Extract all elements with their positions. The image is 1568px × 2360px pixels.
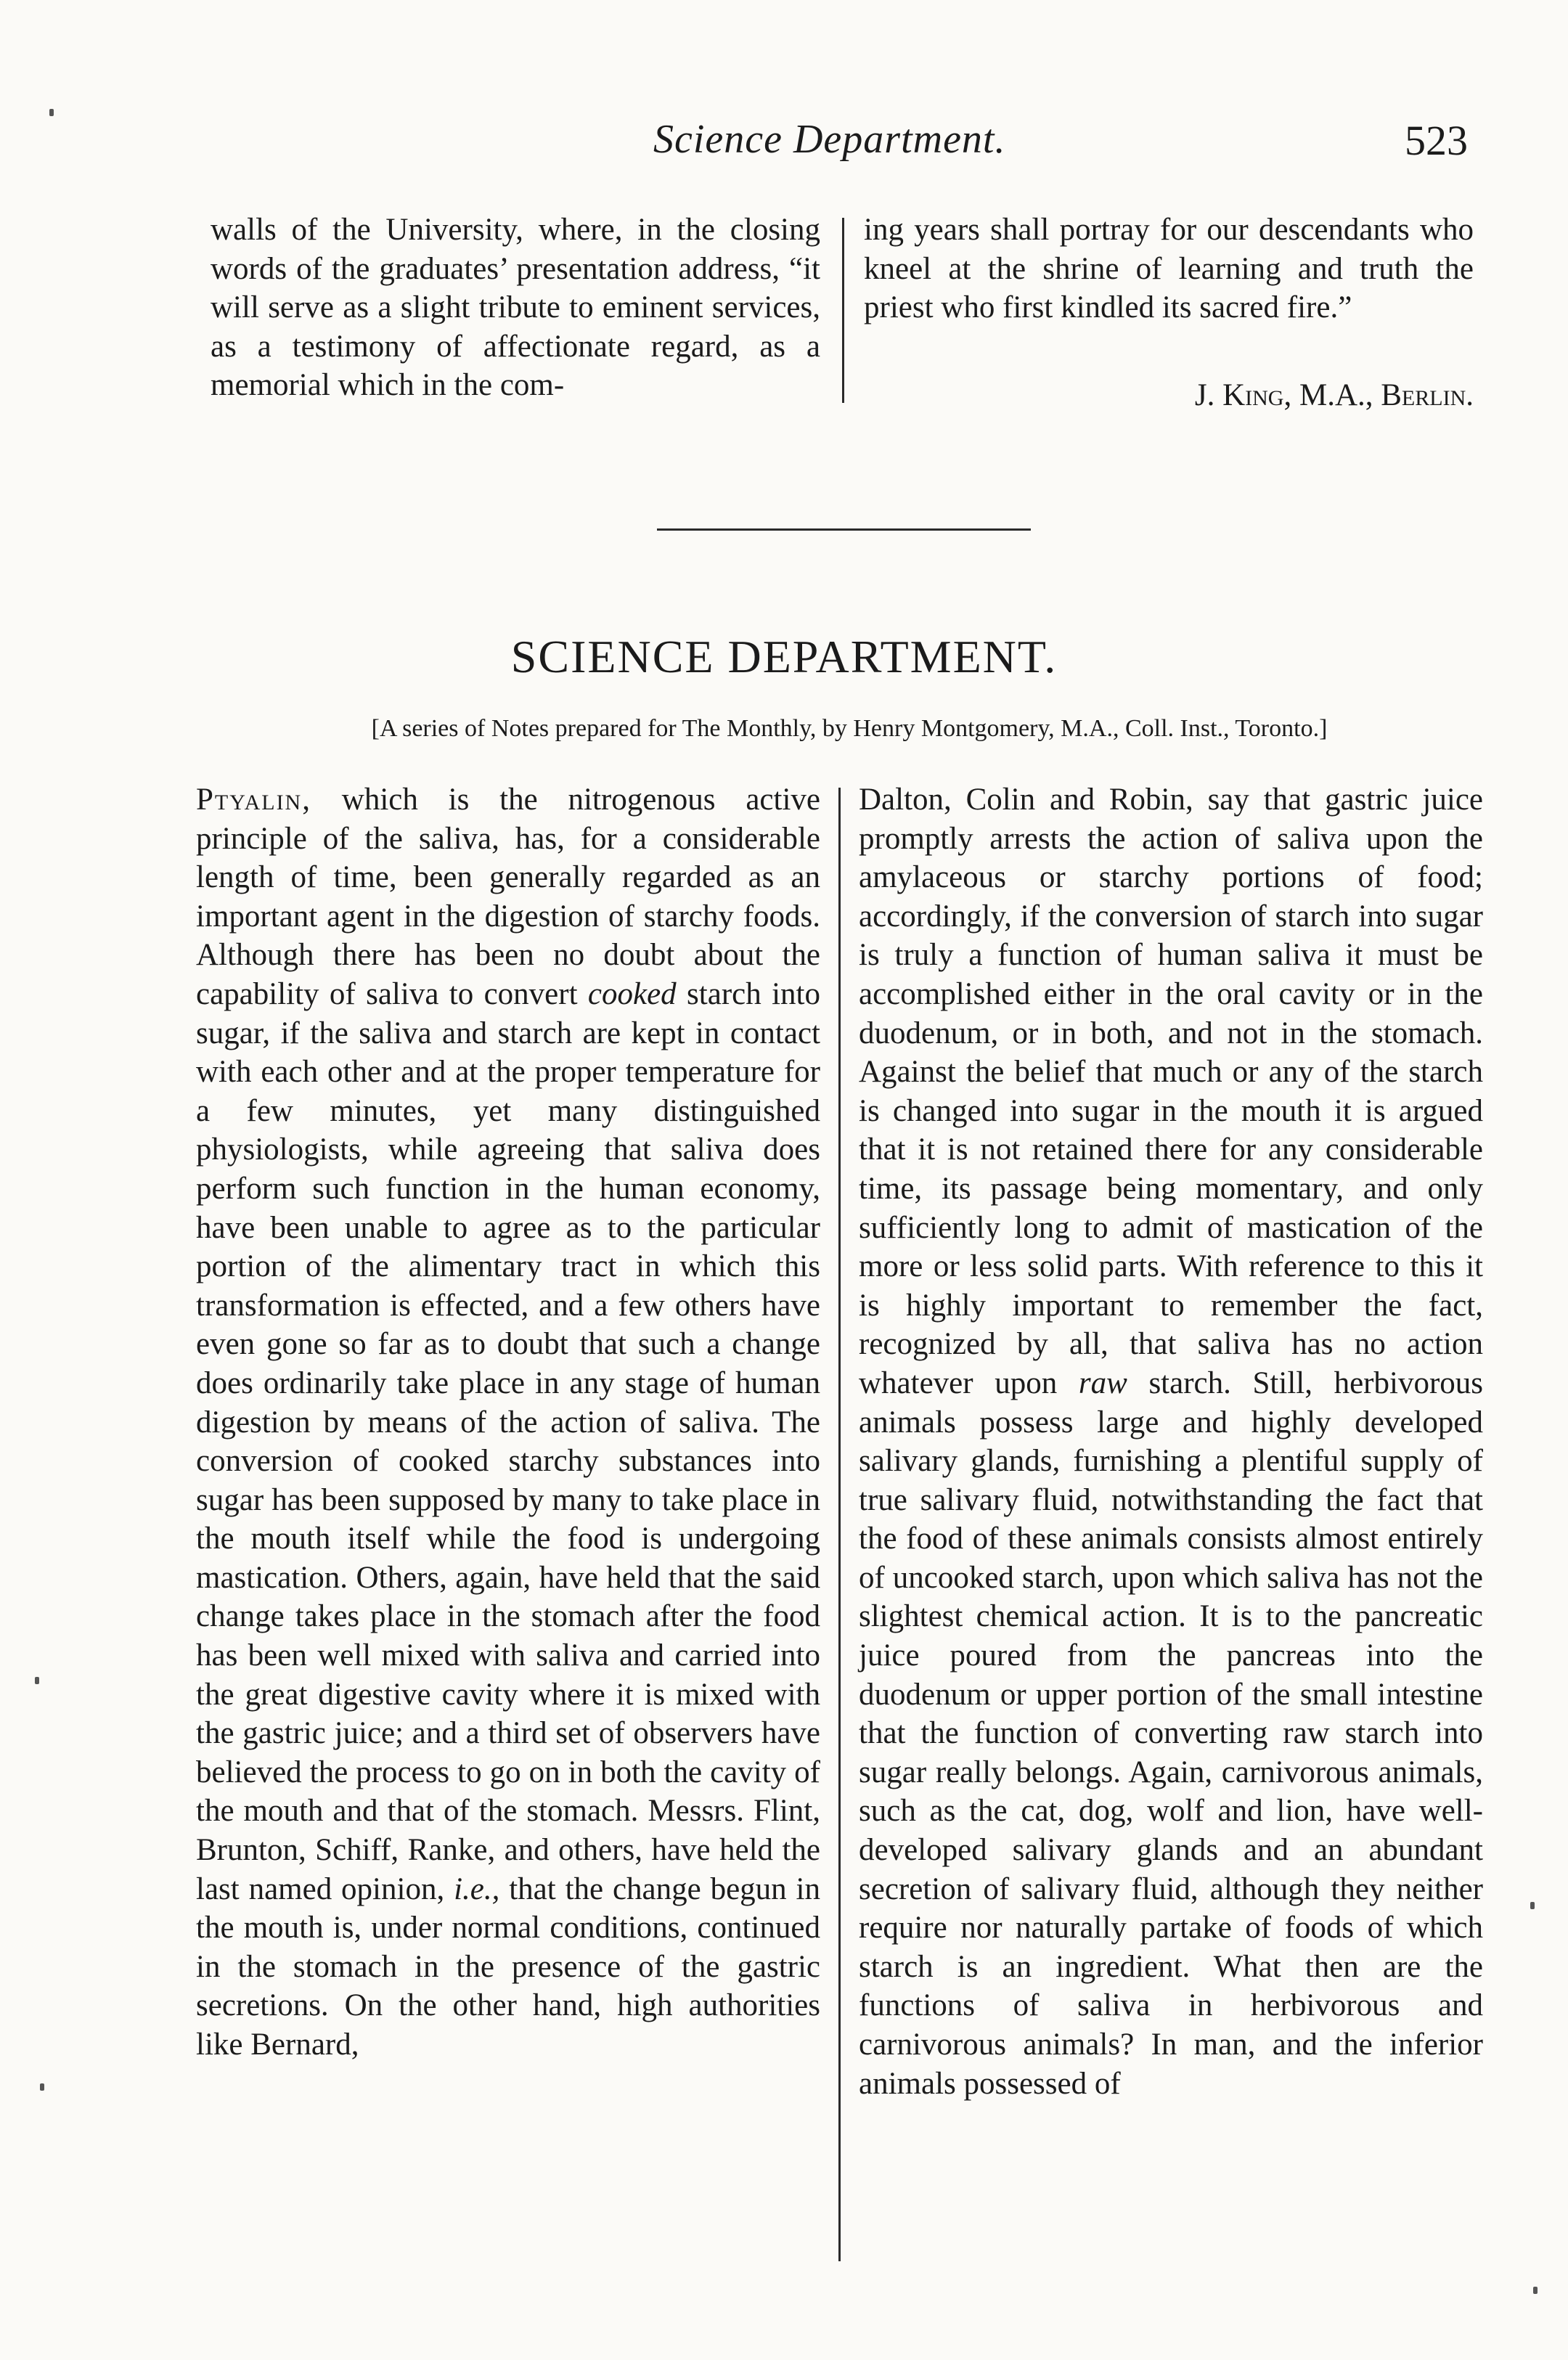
left-italic-2: i.e., (454, 1871, 500, 1906)
main-left-paragraph (196, 780, 820, 2065)
top-right-text: ing years shall portray for our descendants who kneel at the shrine of learning and truth the priest who first kindled its sacred fire.” (864, 213, 1474, 325)
scan-speck (49, 109, 54, 116)
main-right-paragraph (859, 780, 1483, 2103)
top-column-divider (842, 218, 844, 403)
scan-speck (1533, 2287, 1538, 2294)
left-text-2: starch into sugar, if the saliva and starch are kept in contact with each other and at the proper temperature for a few minutes, yet many distinguished physiologists, while agreeing that saliva does perform such function in the human economy, have been unable to agree as to the particular portion of the alimentary tract in which this transformation is effected, and a few others have even gone so far as to doubt that such a change does ordinarily take place in any stage of human digestion by means of the action of saliva. The conversion of cooked starchy substances into sugar has been supposed by many to take place in the mouth itself while the food is undergoing mastication. Others, again, have held that the said change takes place in the stomach after the food has been well mixed with saliva and carried into the great digestive cavity where it is mixed with the gastric juice; and a third set of observers have believed the process to go on in both the cavity of the mouth and that of the stomach. Messrs. Flint, Brunton, Schiff, Ranke, and others, have held the last named opinion, (196, 976, 820, 1906)
lead-word: Ptyalin, (196, 783, 311, 817)
section-title: SCIENCE DEPARTMENT. (510, 631, 1058, 682)
right-text-1: Dalton, Colin and Robin, say that gastric juice promptly arrests the action of saliva upon the amylaceous or starchy portions of food; accordingly, if the conversion of starch into sugar is truly a function of human saliva it must be accomplished either in the oral cavity or in the duodenum, or in both, and not in the stomach. Against the belief that much or any of the starch is changed into sugar in the mouth it is argued that it is not retained there for any considerable time, its passage being momentary, and only sufficiently long to admit of mastication of the more or less solid parts. With reference to this it is highly important to remember the fact, recognized by all, that saliva has no action whatever upon (859, 783, 1483, 1400)
running-head-title: Science Department. (653, 117, 1006, 162)
main-right-column (859, 780, 1483, 2103)
scan-speck (1530, 1902, 1535, 1909)
page-number: 523 (1405, 117, 1468, 164)
section-note: [A series of Notes prepared for The Monthly, by Henry Montgomery, M.A., Coll. Inst., Toronto.] (371, 715, 1328, 742)
scan-speck (40, 2083, 44, 2091)
left-text-3: that the change begun in the mouth is, under normal conditions, continued in the stomach in the presence of the gastric secretions. On the other hand, high authorities like Bernard, (196, 1871, 820, 2062)
left-text-1: which is the nitrogenous active principle of the saliva, has, for a considerable length of time, been generally regarded as an important agent in the digestion of starchy foods. Although there has been no doubt about the capability of saliva to convert (196, 783, 820, 1011)
main-left-column (196, 780, 820, 2065)
signature: J. King, M.A., Berlin. (1194, 378, 1474, 412)
left-italic-1: cooked (587, 976, 677, 1011)
section-separator-rule (657, 528, 1031, 531)
top-left-text: walls of the University, where, in the closing words of the graduates’ presentation address, “it will serve as a slight tribute to eminent services, as a testimony of affectionate regard, as a memorial which in the com- (211, 213, 820, 403)
scan-speck (35, 1677, 39, 1684)
right-text-2: starch. Still, herbivorous animals possess large and highly developed salivary glands, furnishing a plentiful supply of true salivary fluid, notwithstanding the fact that the food of these animals consists almost entirely of uncooked starch, upon which saliva has not the slightest chemical action. It is to the pancreatic juice poured from the pancreas into the duodenum or upper portion of the small intestine that the function of converting raw starch into sugar really belongs. Again, carnivorous animals, such as the cat, dog, wolf and lion, have well-developed salivary glands and an abundant secretion of salivary fluid, although they neither require nor naturally partake of foods of which starch is an ingredient. What then are the functions of saliva in herbivorous and carnivorous animals? In man, and the inferior animals possessed of (859, 1365, 1484, 2101)
main-column-divider (838, 788, 841, 2261)
right-italic-1: raw (1078, 1365, 1127, 1400)
top-left-column (211, 211, 820, 405)
running-head (0, 116, 1568, 174)
top-right-column (864, 211, 1474, 327)
